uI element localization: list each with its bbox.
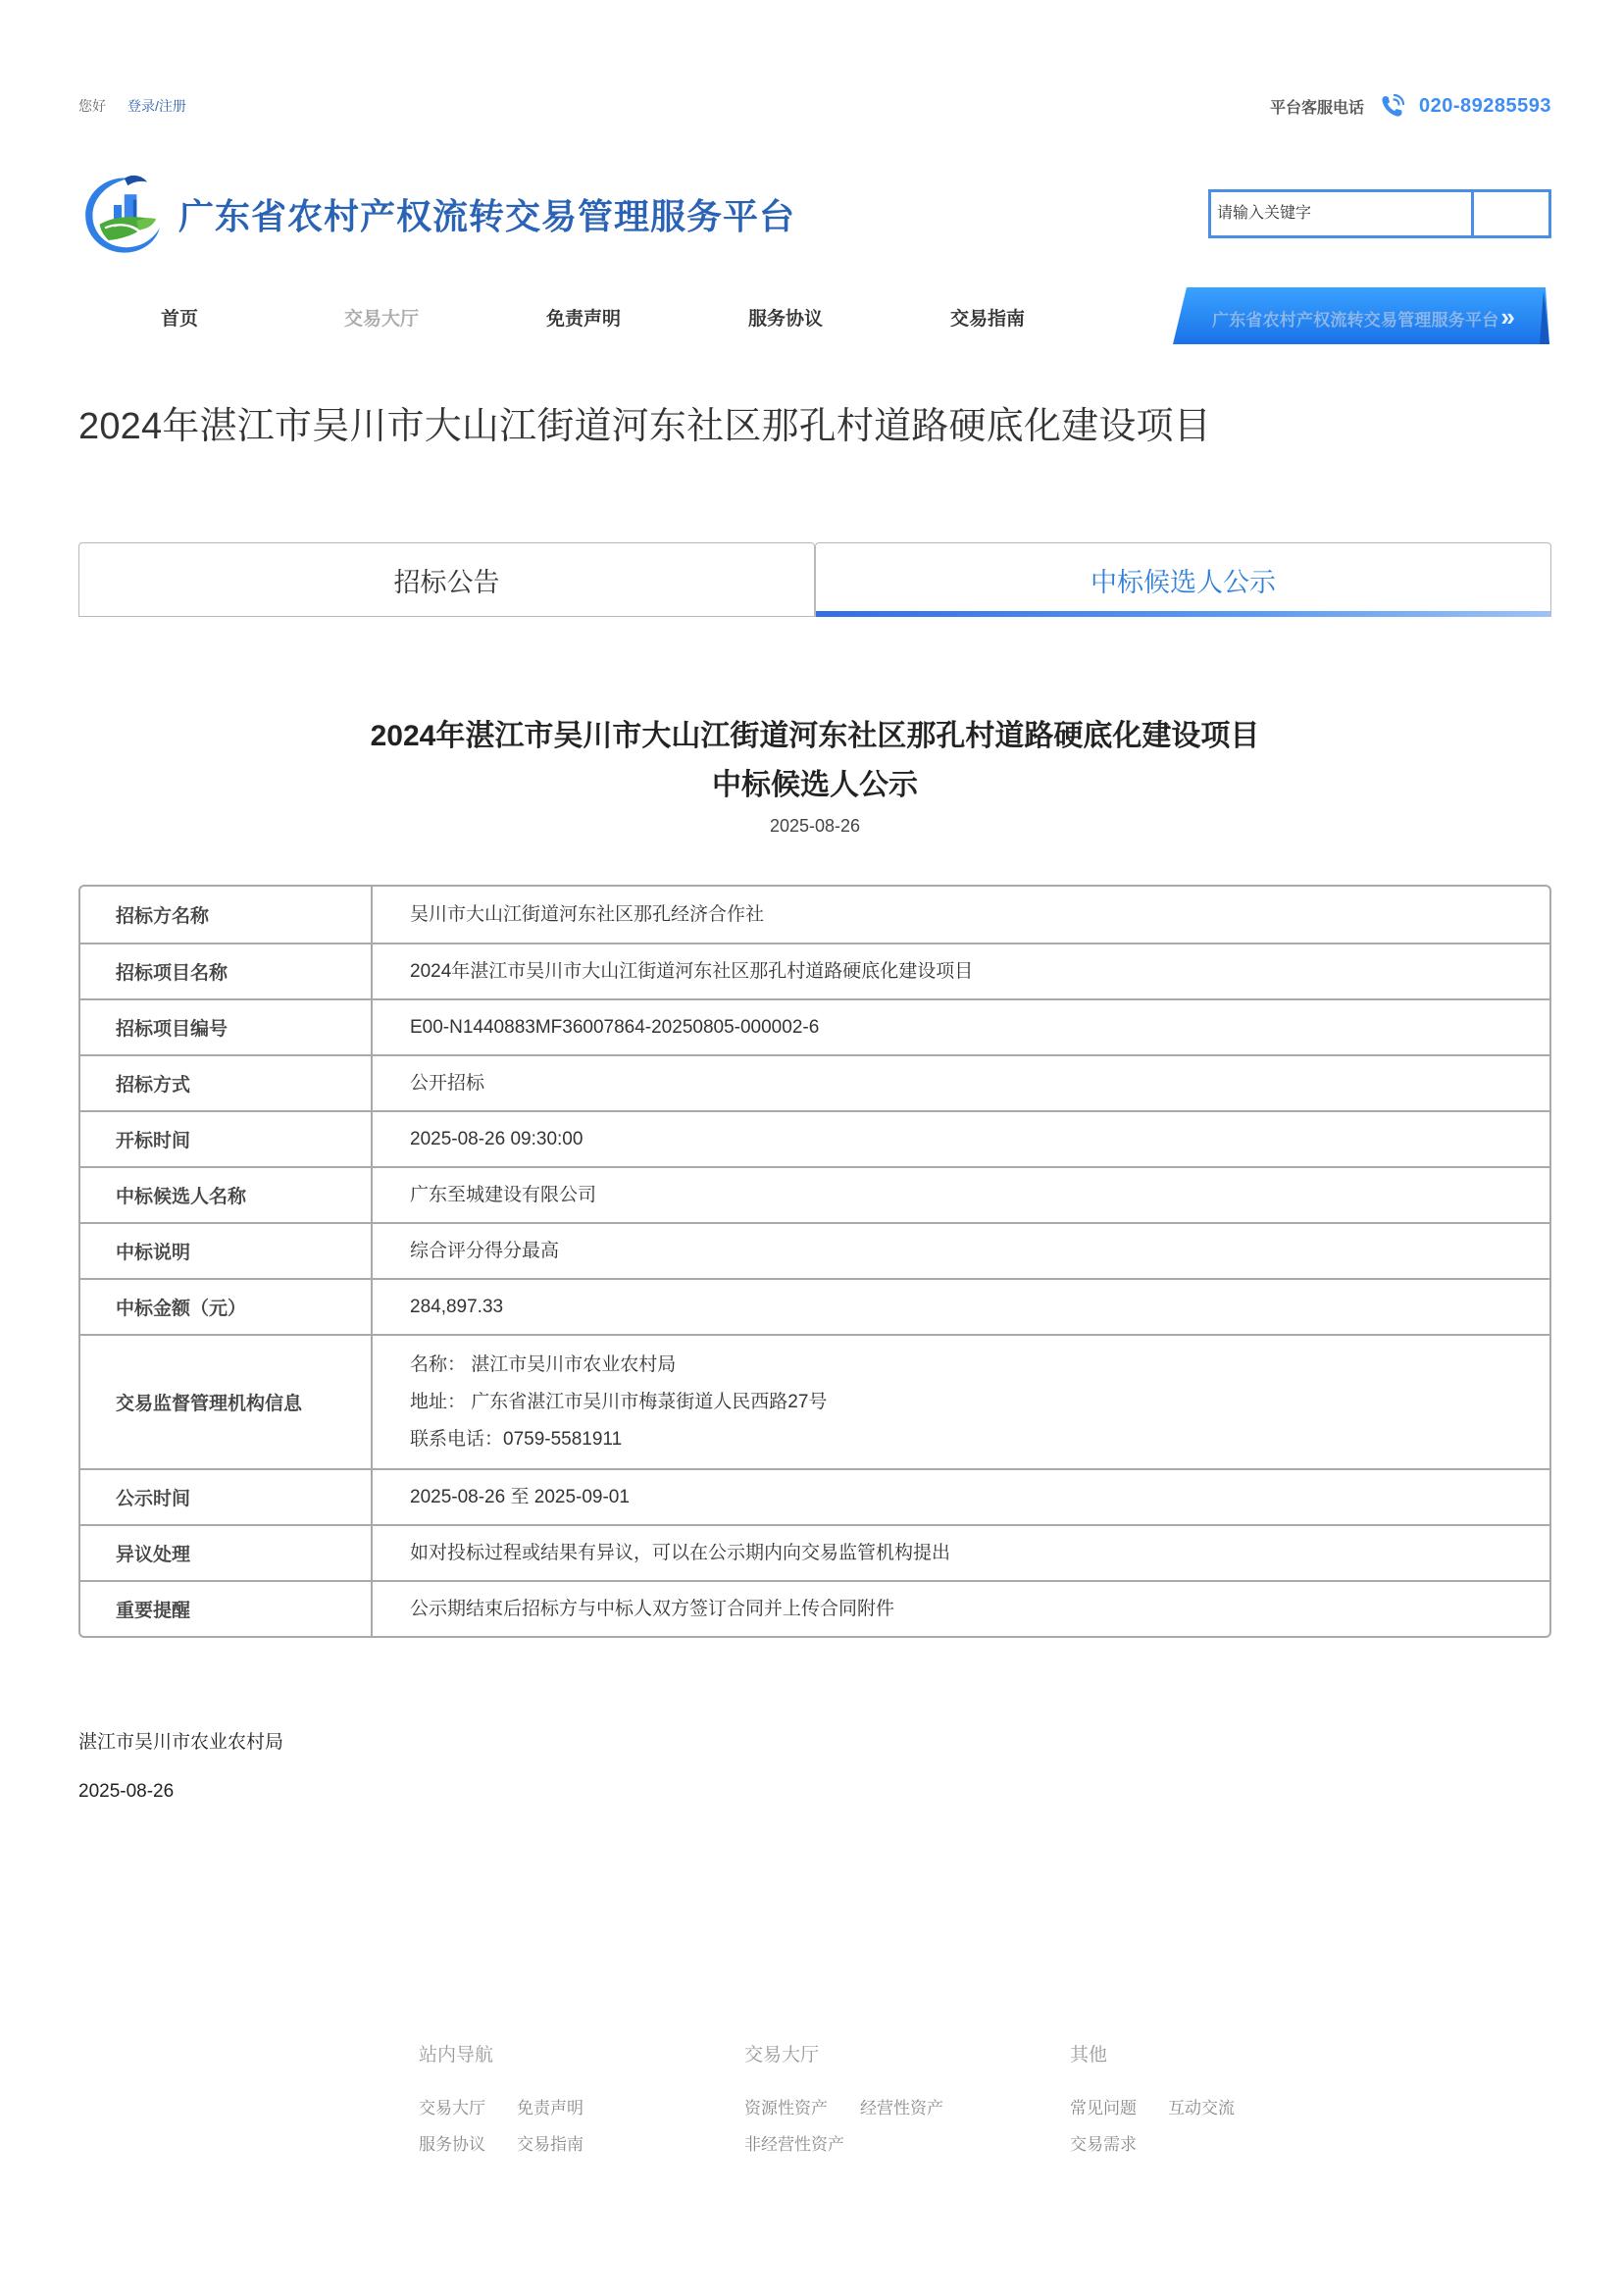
main-nav bbox=[78, 287, 1551, 346]
table-row bbox=[80, 1222, 1549, 1278]
search-button[interactable] bbox=[1474, 192, 1548, 235]
footer-heading: 其他 bbox=[1070, 2045, 1108, 2066]
footer-link-operating-assets[interactable]: 经营性资产 bbox=[860, 2099, 943, 2117]
row-value: 公示期结束后招标方与中标人双方签订合同并上传合同附件 bbox=[410, 1598, 895, 1619]
login-register-link[interactable]: 登录/注册 bbox=[127, 98, 186, 114]
notice-info-table bbox=[78, 885, 1551, 1638]
row-label: 重要提醒 bbox=[80, 1582, 373, 1636]
footer-link-service-agreement[interactable]: 服务协议 bbox=[419, 2135, 485, 2154]
row-label: 中标金额（元） bbox=[80, 1280, 373, 1334]
table-row bbox=[80, 943, 1549, 998]
footer-heading: 交易大厅 bbox=[744, 2045, 820, 2066]
platform-name: 广东省农村产权流转交易管理服务平台 bbox=[178, 195, 796, 236]
footer-column-other bbox=[1070, 2040, 1315, 2155]
row-label: 交易监督管理机构信息 bbox=[80, 1336, 373, 1468]
row-label: 招标项目名称 bbox=[80, 944, 373, 998]
row-label: 开标时间 bbox=[80, 1112, 373, 1166]
row-value: 综合评分得分最高 bbox=[410, 1240, 560, 1261]
brand[interactable] bbox=[78, 170, 795, 258]
tab-tender-announcement[interactable]: 招标公告 bbox=[78, 542, 815, 617]
notice-title: 2024年湛江市吴川市大山江街道河东社区那孔村道路硬底化建设项目 bbox=[370, 720, 1260, 752]
footer-heading: 站内导航 bbox=[419, 2045, 494, 2066]
nav-item-trading-guide[interactable]: 交易指南 bbox=[949, 308, 1025, 330]
row-value: 2025-08-26 09:30:00 bbox=[410, 1128, 583, 1149]
footer-link-trading-hall[interactable]: 交易大厅 bbox=[419, 2099, 485, 2117]
table-row bbox=[80, 1334, 1549, 1468]
nav-item-disclaimer[interactable]: 免责声明 bbox=[545, 308, 621, 330]
platform-banner-button[interactable] bbox=[1173, 287, 1551, 346]
footer-link-trading-demand[interactable]: 交易需求 bbox=[1070, 2135, 1137, 2154]
footer-column-trading-hall bbox=[744, 2040, 1070, 2155]
table-row bbox=[80, 1278, 1549, 1334]
table-row bbox=[80, 1580, 1549, 1636]
nav-item-service-agreement[interactable]: 服务协议 bbox=[747, 308, 823, 330]
site-footer bbox=[419, 2040, 1315, 2155]
table-row bbox=[80, 998, 1549, 1054]
row-label: 异议处理 bbox=[80, 1526, 373, 1580]
supervisor-phone: 联系电话：0759-5581911 bbox=[410, 1428, 623, 1450]
row-label: 公示时间 bbox=[80, 1470, 373, 1524]
footer-column-site-nav bbox=[419, 2040, 744, 2155]
footer-link-faq[interactable]: 常见问题 bbox=[1070, 2099, 1137, 2117]
notice-date: 2025-08-26 bbox=[769, 816, 861, 836]
row-value: 广东至城建设有限公司 bbox=[410, 1184, 597, 1205]
row-label: 中标说明 bbox=[80, 1224, 373, 1278]
footer-link-non-operating-assets[interactable]: 非经营性资产 bbox=[744, 2135, 844, 2154]
notice-heading bbox=[78, 712, 1551, 837]
hotline bbox=[1270, 93, 1551, 119]
platform-logo-icon bbox=[78, 170, 167, 258]
table-row bbox=[80, 1166, 1549, 1222]
supervisor-name: 名称： 湛江市吴川市农业农村局 bbox=[410, 1353, 677, 1375]
table-row bbox=[80, 1524, 1549, 1580]
nav-item-home[interactable]: 首页 bbox=[160, 308, 198, 330]
phone-icon bbox=[1380, 93, 1405, 119]
row-value: 2024年湛江市吴川市大山江街道河东社区那孔村道路硬底化建设项目 bbox=[410, 960, 974, 982]
top-bar bbox=[78, 94, 1551, 118]
notice-subtitle: 中标候选人公示 bbox=[712, 769, 918, 801]
supervisor-address: 地址： 广东省湛江市吴川市梅菉街道人民西路27号 bbox=[410, 1391, 828, 1412]
footer-link-interaction[interactable]: 互动交流 bbox=[1168, 2099, 1235, 2117]
notice-tabs bbox=[78, 542, 1551, 617]
notice-signature bbox=[78, 1731, 1551, 1804]
greeting-text: 您好 bbox=[78, 98, 106, 114]
row-label: 中标候选人名称 bbox=[80, 1168, 373, 1222]
table-row bbox=[80, 1110, 1549, 1166]
footer-link-disclaimer[interactable]: 免责声明 bbox=[517, 2099, 583, 2117]
tab-winning-candidate-notice[interactable]: 中标候选人公示 bbox=[815, 542, 1551, 617]
row-value: 2025-08-26 至 2025-09-01 bbox=[410, 1486, 630, 1507]
table-row bbox=[80, 1468, 1549, 1524]
row-value: 吴川市大山江街道河东社区那孔经济合作社 bbox=[410, 903, 765, 925]
footer-link-trading-guide[interactable]: 交易指南 bbox=[517, 2135, 583, 2154]
row-label: 招标方式 bbox=[80, 1056, 373, 1110]
table-row bbox=[80, 887, 1549, 943]
row-label: 招标方名称 bbox=[80, 887, 373, 943]
row-value: E00-N1440883MF36007864-20250805-000002-6 bbox=[410, 1016, 820, 1038]
row-value: 如对投标过程或结果有异议，可以在公示期内向交易监管机构提出 bbox=[410, 1542, 951, 1563]
search-box bbox=[1208, 189, 1551, 238]
page-title: 2024年湛江市吴川市大山江街道河东社区那孔村道路硬底化建设项目 bbox=[78, 406, 1211, 447]
signature-organization: 湛江市吴川市农业农村局 bbox=[78, 1732, 284, 1753]
nav-item-trading-hall[interactable]: 交易大厅 bbox=[343, 308, 419, 330]
row-label: 招标项目编号 bbox=[80, 1000, 373, 1054]
table-row bbox=[80, 1054, 1549, 1110]
row-value: 284,897.33 bbox=[410, 1296, 504, 1317]
row-value bbox=[373, 1336, 1549, 1468]
platform-banner-label: 广东省农村产权流转交易管理服务平台» bbox=[1212, 302, 1516, 332]
site-header bbox=[78, 169, 1551, 259]
hotline-label: 平台客服电话 bbox=[1269, 99, 1364, 117]
double-chevron-right-icon: » bbox=[1500, 302, 1516, 332]
user-greeting-area bbox=[78, 96, 186, 116]
hotline-number: 020-89285593 bbox=[1418, 94, 1551, 117]
row-value: 公开招标 bbox=[410, 1072, 485, 1094]
search-input[interactable] bbox=[1211, 192, 1474, 235]
footer-link-resource-assets[interactable]: 资源性资产 bbox=[744, 2099, 828, 2117]
signature-date: 2025-08-26 bbox=[78, 1781, 175, 1802]
